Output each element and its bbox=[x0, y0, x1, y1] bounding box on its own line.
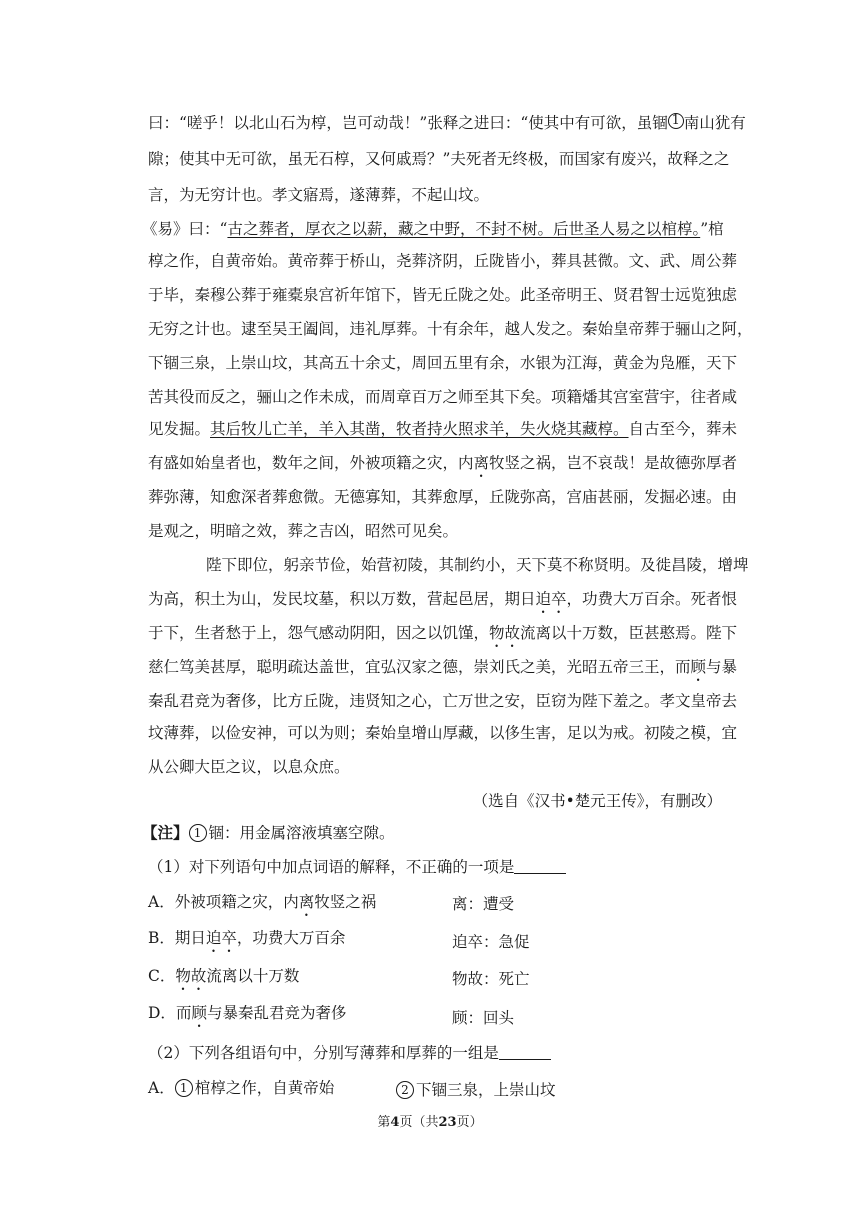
dotted-word: 顾 bbox=[690, 658, 707, 676]
answer-blank[interactable] bbox=[514, 859, 566, 874]
passage-line: 苦其役而反之，骊山之作未成，而周章百万之师至其下矣。项籍燔其宫室营宇，往者咸 bbox=[148, 388, 738, 406]
source-citation: （选自《汉书•楚元王传》，有删改） bbox=[472, 792, 722, 810]
circled-number: 1 bbox=[189, 824, 207, 842]
q2-option-a bbox=[148, 1078, 334, 1098]
question-1-stem bbox=[148, 857, 566, 877]
text-segment: 下锢三泉，上崇山坟 bbox=[416, 1081, 556, 1099]
note-text: 锢：用金属溶液填塞空隙。 bbox=[208, 824, 395, 842]
dotted-word: 迫卒 bbox=[205, 929, 237, 947]
underlined-sentence: 古之葬者，厚衣之以薪，藏之中野，不封不树。后世圣人易之以棺椁。 bbox=[227, 220, 701, 238]
text-segment: 于下，生者愁于上，怨气感动阴阳，因之以饥馑， bbox=[148, 624, 490, 642]
dotted-word: 物故 bbox=[489, 624, 521, 642]
passage-line bbox=[148, 623, 737, 651]
passage-line: 坟薄葬，以俭安神，可以为则；秦始皇增山厚藏，以侈生害，足以为戒。初陵之模，宜 bbox=[148, 724, 738, 742]
text-segment: 期日 bbox=[174, 929, 206, 947]
passage-line bbox=[142, 219, 724, 239]
q1-option-d bbox=[148, 1003, 346, 1031]
text-segment: 流离以十万数，臣甚憨焉。陛下 bbox=[520, 624, 738, 642]
passage-line: 于毕，秦穆公葬于雍橐泉宫祈年馆下，皆无丘陇之处。此圣帝明王、贤君智士远览独虑 bbox=[148, 286, 738, 304]
q1-option-c-gloss: 物故：死亡 bbox=[452, 970, 530, 988]
passage-line: 言，为无穷计也。孝文寤焉，遂薄葬，不起山坟。 bbox=[148, 186, 490, 204]
text-segment: 《易》曰：“ bbox=[142, 220, 228, 238]
dotted-word: 迫卒 bbox=[535, 590, 567, 608]
question-2-stem bbox=[148, 1043, 551, 1063]
answer-blank[interactable] bbox=[499, 1045, 551, 1060]
text-segment: 与暴 bbox=[706, 658, 738, 676]
passage-line: 陛下即位，躬亲节俭，始营初陵，其制约小，天下莫不称贤明。及徙昌陵，增埤 bbox=[206, 556, 749, 574]
note-label: 【注】 bbox=[142, 823, 189, 842]
question-text: （2）下列各组语句中，分别写薄葬和厚葬的一组是 bbox=[148, 1044, 499, 1062]
circled-number: 2 bbox=[396, 1081, 414, 1099]
text-segment: 牧竖之祸，岂不哀哉！是故德弥厚者 bbox=[489, 454, 738, 472]
passage-line: 秦乱君竞为奢侈，比方丘陇，违贤知之心，亡万世之安，臣窃为陛下羞之。孝文皇帝去 bbox=[148, 692, 738, 710]
text-segment: 棺椁之作，自黄帝始 bbox=[194, 1079, 335, 1097]
question-text: （1）对下列语句中加点词语的解释，不正确的一项是 bbox=[148, 858, 515, 876]
passage-line bbox=[148, 419, 737, 439]
footnote-marker: 1 bbox=[668, 113, 684, 129]
text-segment: 见发掘。 bbox=[148, 420, 211, 438]
text-segment: 南山犹有 bbox=[683, 114, 746, 132]
passage-line bbox=[148, 453, 737, 481]
passage-line: 是观之，明暗之效，葬之吉凶，昭然可见矣。 bbox=[148, 522, 459, 540]
text-segment: 与暴秦乱君竞为奢侈 bbox=[206, 1004, 347, 1022]
option-key: A． bbox=[148, 1079, 175, 1097]
option-key: D． bbox=[148, 1004, 176, 1022]
text-segment: 外被项籍之灾，内 bbox=[174, 893, 299, 911]
q1-option-b-gloss: 迫卒：急促 bbox=[452, 933, 530, 951]
option-key: C． bbox=[148, 967, 176, 985]
footer-text: 第 bbox=[377, 1115, 391, 1130]
option-key: B． bbox=[148, 929, 175, 947]
passage-line: 下锢三泉，上崇山坟，其高五十余丈，周回五里有余，水银为江海，黄金为凫雁，天下 bbox=[148, 354, 738, 372]
passage-line bbox=[148, 657, 737, 685]
text-segment: ”棺 bbox=[700, 220, 724, 238]
dotted-word: 离 bbox=[473, 454, 490, 472]
q2-option-a-second bbox=[396, 1078, 556, 1100]
passage-line: 隙；使其中无可欲，虽无石椁，又何戚焉？”夫死者无终极，而国家有废兴，故释之之 bbox=[148, 150, 730, 168]
passage-line: 从公卿大臣之议，以息众庶。 bbox=[148, 758, 350, 776]
footnote bbox=[142, 823, 395, 843]
q1-option-a-gloss: 离：遭受 bbox=[452, 895, 515, 913]
q1-option-a bbox=[148, 892, 376, 920]
footer-text: 页（共 bbox=[399, 1115, 439, 1130]
passage-line: 葬弥薄，知愈深者葬愈微。无德寡知，其葬愈厚，丘陇弥高，宫庙甚丽，发掘必速。由 bbox=[148, 488, 738, 506]
passage-line bbox=[148, 589, 737, 617]
total-pages: 23 bbox=[438, 1115, 457, 1130]
passage-line bbox=[148, 113, 746, 133]
text-segment: 慈仁笃美甚厚，聪明疏达盖世，宜弘汉家之德，崇刘氏之美，光昭五帝三王，而 bbox=[148, 658, 691, 676]
passage-line: 椁之作，自黄帝始。黄帝葬于桥山，尧葬济阴，丘陇皆小，葬具甚微。文、武、周公葬 bbox=[148, 252, 738, 270]
option-key: A． bbox=[148, 893, 175, 911]
dotted-word: 顾 bbox=[191, 1004, 207, 1022]
text-segment: 而 bbox=[175, 1004, 192, 1022]
text-segment: 牧竖之祸 bbox=[314, 893, 377, 911]
text-segment: ，功费大万百余 bbox=[236, 929, 346, 947]
dotted-word: 离 bbox=[298, 893, 315, 911]
q1-option-b bbox=[148, 928, 345, 956]
dotted-word: 物故 bbox=[175, 967, 207, 985]
text-segment: 流离以十万数 bbox=[206, 967, 300, 985]
underlined-sentence: 其后牧儿亡羊，羊入其凿，牧者持火照求羊，失火烧其藏椁。 bbox=[210, 420, 629, 438]
text-segment: 自古至今，葬未 bbox=[628, 420, 738, 438]
text-segment: 曰：“嗟乎！以北山石为椁，岂可动哉！”张释之进曰：“使其中有可欲，虽锢 bbox=[148, 114, 668, 132]
text-segment: 有盛如始皇者也，数年之间，外被项籍之灾，内 bbox=[148, 454, 474, 472]
footer-text: 页） bbox=[456, 1115, 483, 1130]
q1-option-c bbox=[148, 966, 299, 994]
page-number: 4 bbox=[390, 1115, 400, 1130]
text-segment: ，功费大万百余。死者恨 bbox=[566, 590, 738, 608]
page-footer bbox=[0, 1111, 860, 1130]
passage-line: 无穷之计也。逮至吴王阖闾，违礼厚葬。十有余年，越人发之。秦始皇帝葬于骊山之阿， bbox=[148, 320, 753, 338]
text-segment: 为高，积土为山，发民坟墓，积以万数，营起邑居，期日 bbox=[148, 590, 536, 608]
q1-option-d-gloss: 顾：回头 bbox=[452, 1009, 515, 1027]
circled-number: 1 bbox=[175, 1079, 193, 1097]
